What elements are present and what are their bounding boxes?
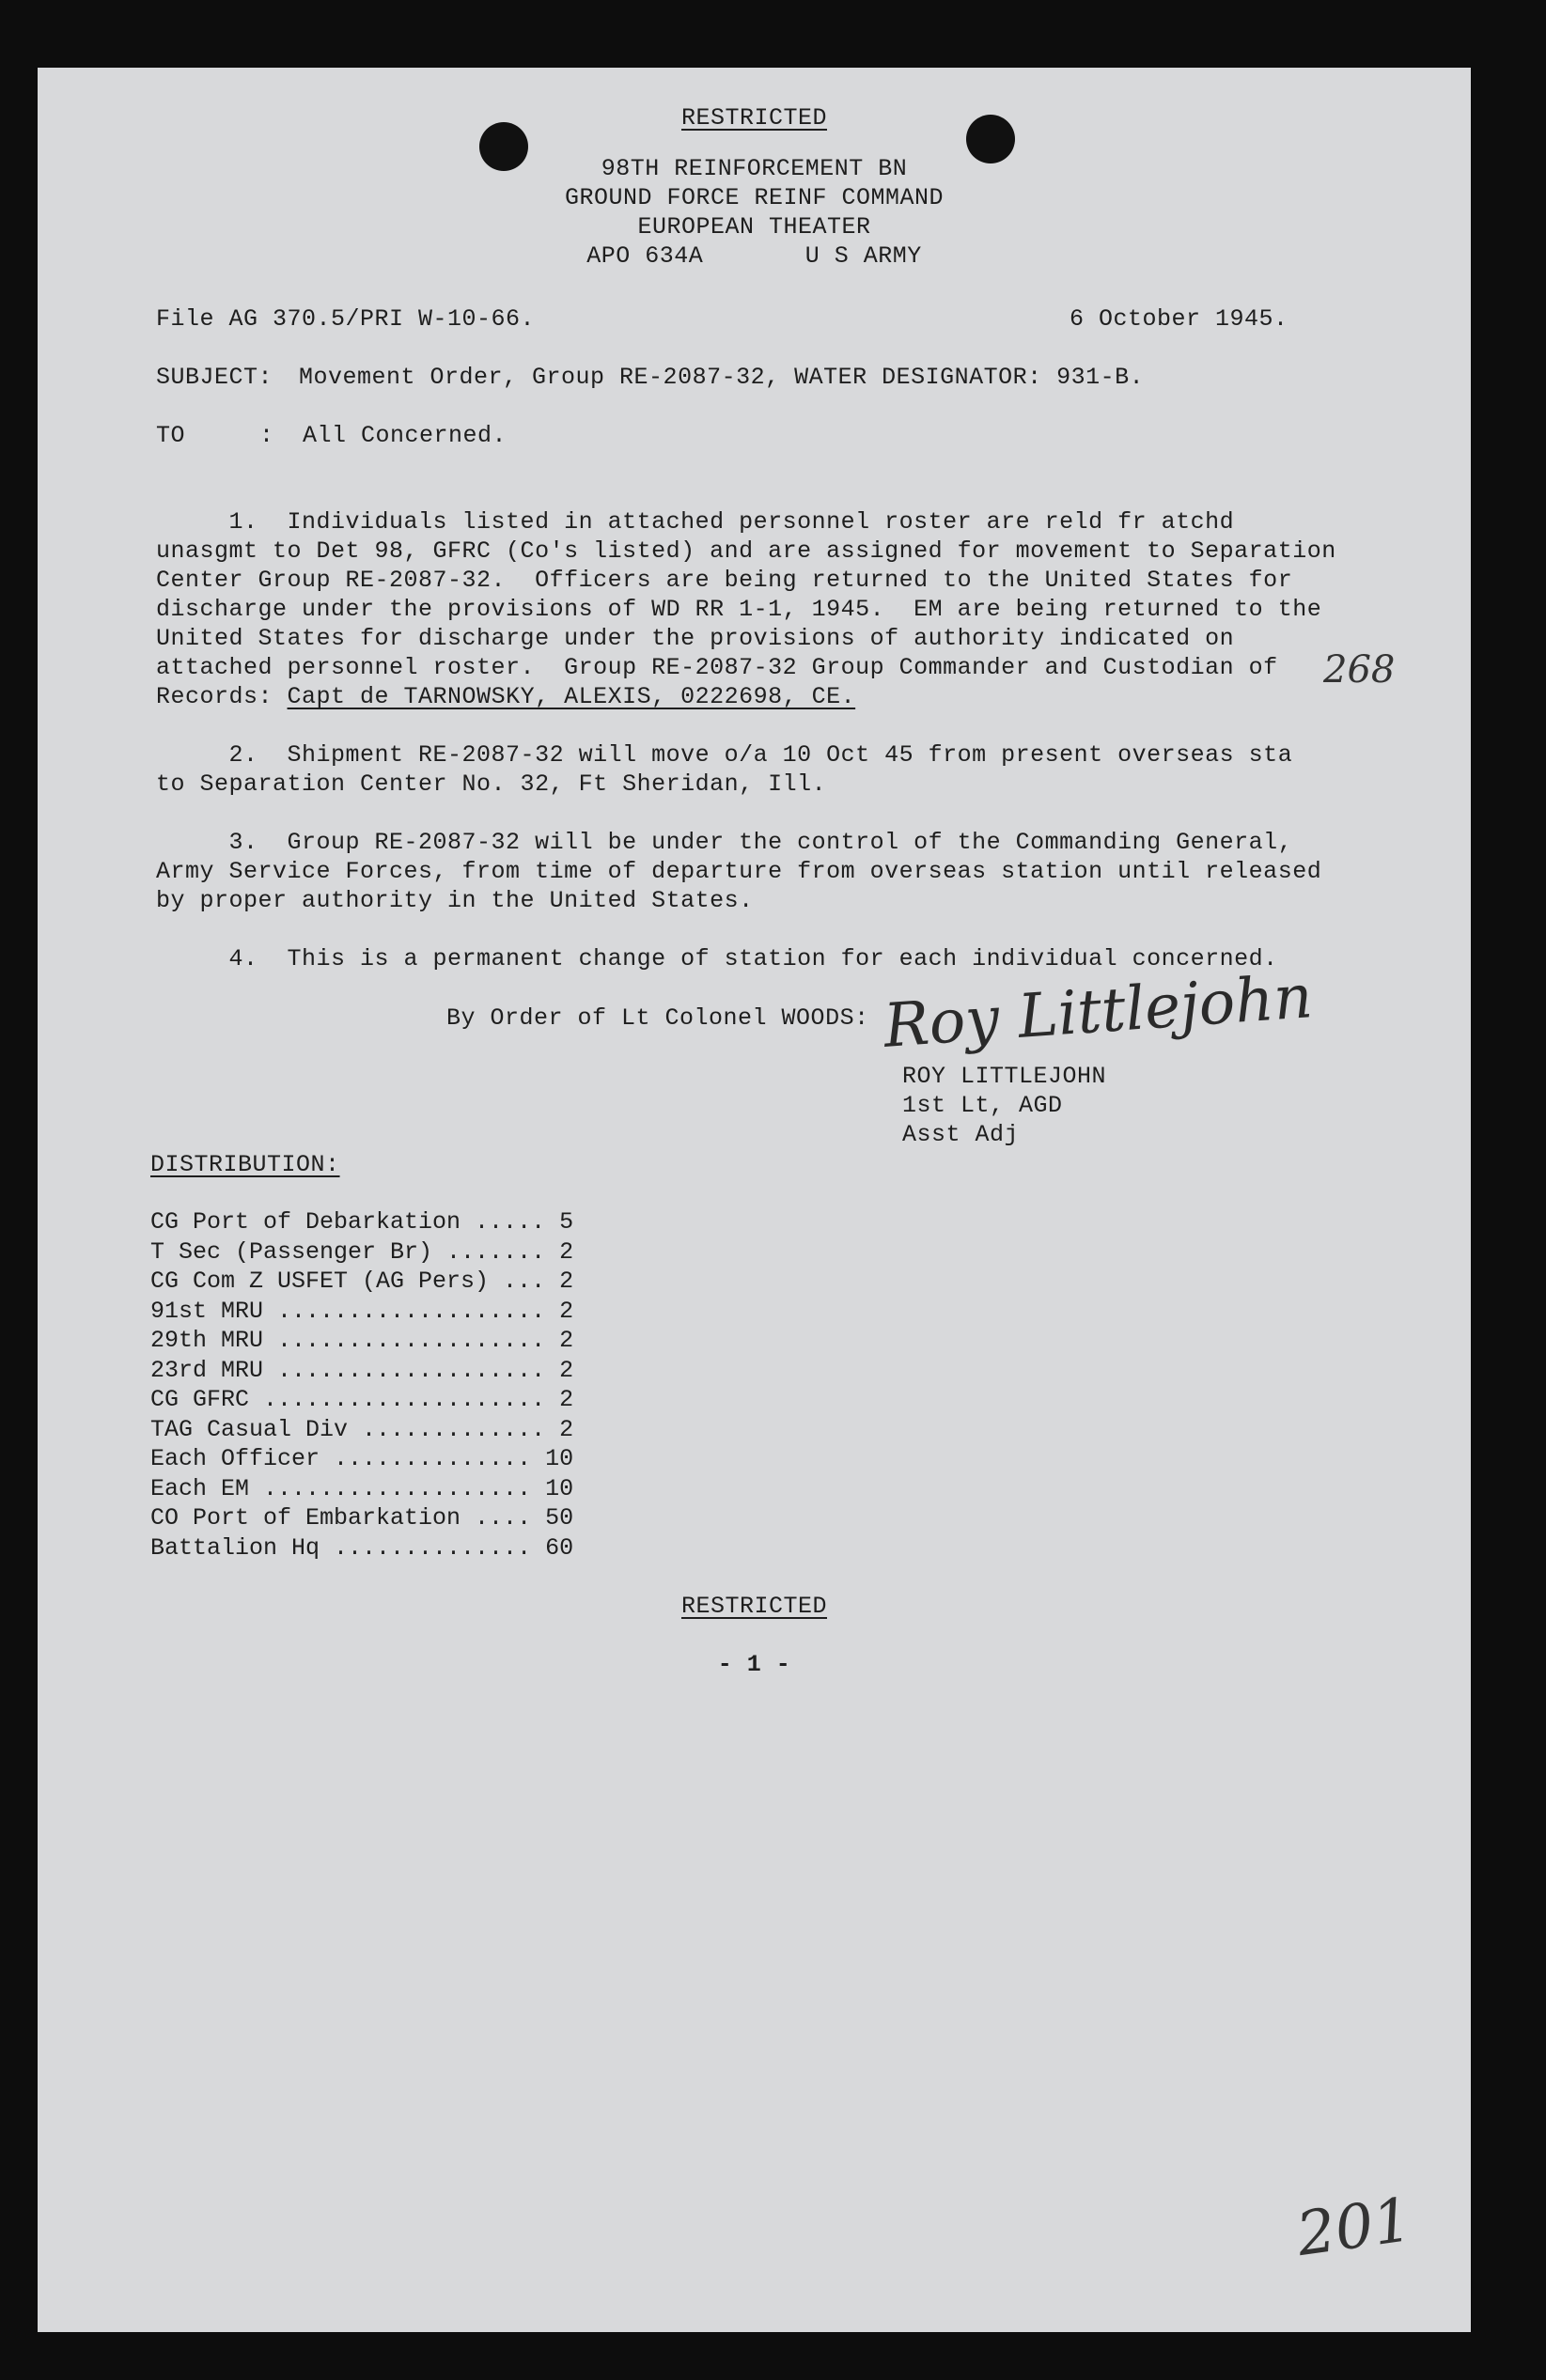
paragraph-line: 1. Individuals listed in attached personnel roster are reld fr atchd [156, 508, 1235, 536]
paragraph-line: 3. Group RE-2087-32 will be under the control of the Commanding General, [156, 829, 1293, 856]
distribution-item: CO Port of Embarkation .... 50 [150, 1504, 574, 1532]
footer-classification: RESTRICTED [680, 1593, 828, 1620]
document-date: 6 October 1945. [1070, 305, 1288, 333]
to-label: TO [156, 422, 186, 449]
paragraph-line: Army Service Forces, from time of departure from overseas station until released [156, 858, 1322, 885]
page-number: - 1 - [717, 1651, 791, 1678]
document-page [38, 68, 1471, 2332]
distribution-item: TAG Casual Div ............. 2 [150, 1415, 574, 1443]
distribution-item: Each EM ................... 10 [150, 1474, 574, 1502]
paragraph-line: attached personnel roster. Group RE-2087-32 Group Commander and Custodian of [156, 654, 1278, 681]
paragraph-line: 2. Shipment RE-2087-32 will move o/a 10 Oct 45 from present overseas sta [156, 741, 1293, 769]
distribution-item: T Sec (Passenger Br) ....... 2 [150, 1237, 574, 1266]
distribution-item: CG GFRC .................... 2 [150, 1386, 574, 1413]
distribution-item: 91st MRU ................... 2 [150, 1297, 574, 1325]
header-unit: 98TH REINFORCEMENT BN [601, 155, 908, 182]
subject-text: Movement Order, Group RE-2087-32, WATER DESIGNATOR: 931-B. [299, 364, 1145, 391]
header-command: GROUND FORCE REINF COMMAND [564, 184, 945, 211]
distribution-item: CG Com Z USFET (AG Pers) ... 2 [150, 1268, 574, 1295]
margin-number: 268 [1323, 648, 1396, 692]
paragraph-line: to Separation Center No. 32, Ft Sheridan, Ill. [156, 770, 827, 798]
header-theater: EUROPEAN THEATER [637, 213, 871, 241]
distribution-item: 23rd MRU ................... 2 [150, 1356, 574, 1384]
to-text: All Concerned. [303, 422, 508, 449]
signer-title: Asst Adj [902, 1121, 1020, 1148]
distribution-item: Each Officer .............. 10 [150, 1445, 574, 1472]
subject-label: SUBJECT: [156, 364, 273, 391]
signer-rank: 1st Lt, AGD [902, 1092, 1063, 1119]
paragraph-4: 4. This is a permanent change of station for each individual concerned. [156, 945, 1278, 972]
paragraph-line: discharge under the provisions of WD RR 1-1, 1945. EM are being returned to the [156, 596, 1322, 623]
by-order-line: By Order of Lt Colonel WOODS: [446, 1004, 869, 1032]
paragraph-line: Center Group RE-2087-32. Officers are being returned to the United States for [156, 567, 1293, 594]
distribution-title: DISTRIBUTION: [150, 1151, 340, 1178]
paragraph-line: unasgmt to Det 98, GFRC (Co's listed) and are assigned for movement to Separation [156, 537, 1336, 565]
records-label: Records: [156, 683, 288, 710]
header-apo: APO 634A U S ARMY [586, 242, 922, 270]
distribution-item: CG Port of Debarkation ..... 5 [150, 1208, 574, 1236]
file-reference: File AG 370.5/PRI W-10-66. [156, 305, 536, 333]
signer-name: ROY LITTLEJOHN [902, 1063, 1107, 1090]
handwritten-signature: Roy Littlejohn [881, 962, 1315, 1062]
paragraph-line: by proper authority in the United States. [156, 887, 754, 914]
custodian-name: Capt de TARNOWSKY, ALEXIS, 0222698, CE. [287, 683, 856, 710]
paragraph-line: United States for discharge under the provisions of authority indicated on [156, 625, 1235, 652]
distribution-item: Battalion Hq .............. 60 [150, 1533, 574, 1562]
header-classification: RESTRICTED [680, 104, 828, 132]
handwritten-page-number: 201 [1292, 2185, 1416, 2271]
distribution-item: 29th MRU ................... 2 [150, 1327, 574, 1354]
to-separator: : [259, 422, 274, 449]
paragraph-line [156, 682, 855, 711]
